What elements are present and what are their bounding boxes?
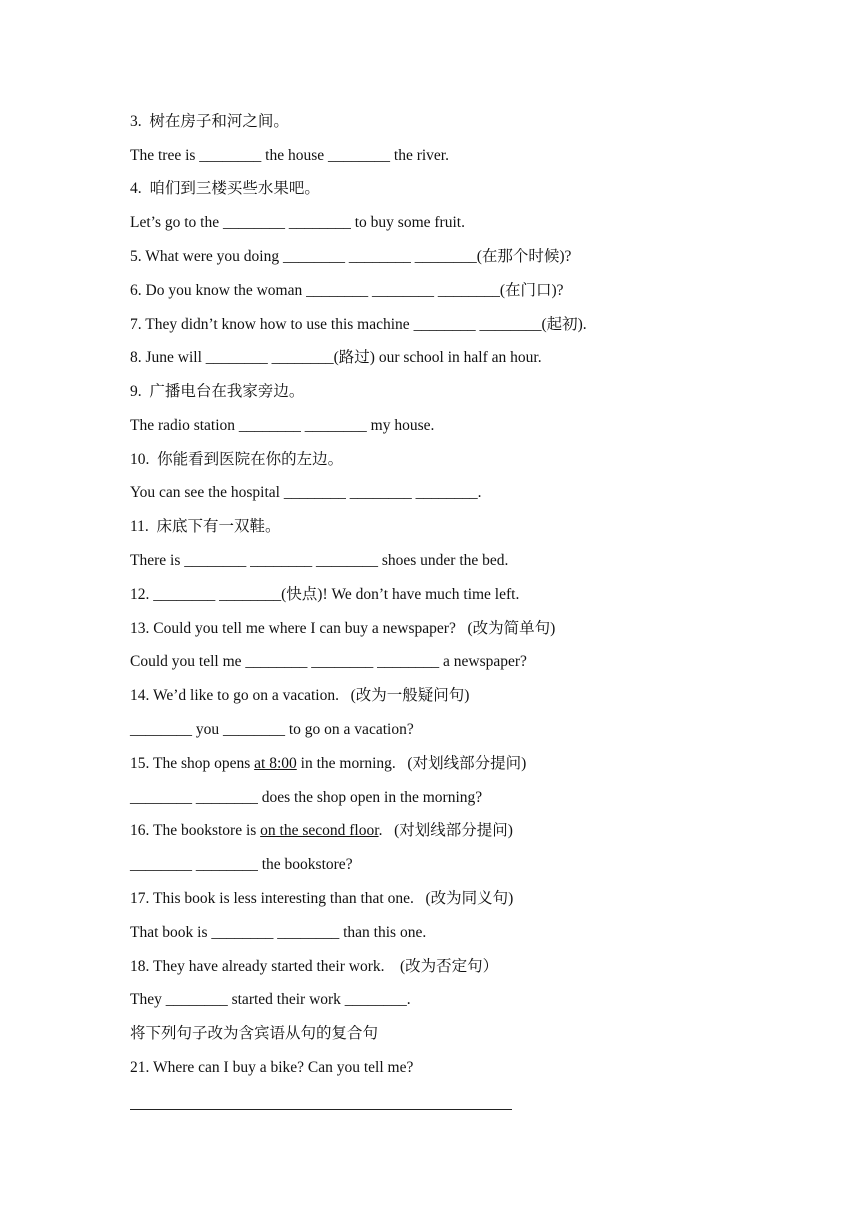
question-17-answer-line: That book is ________ ________ than this one. bbox=[130, 924, 427, 941]
answer-rule-line bbox=[130, 1109, 512, 1110]
question-6: 6. Do you know the woman ________ ________ ________(在门口)? bbox=[130, 282, 564, 299]
question-12: 12. ________ ________(快点)! We don’t have much time left. bbox=[130, 586, 520, 603]
question-15 bbox=[130, 754, 526, 774]
question-13-answer-line: Could you tell me ________ ________ ________ a newspaper? bbox=[130, 653, 527, 670]
question-4-sentence: Let’s go to the ________ ________ to buy some fruit. bbox=[130, 214, 465, 231]
question-8: 8. June will ________ ________(路过) our school in half an hour. bbox=[130, 349, 542, 366]
question-16-answer-line: ________ ________ the bookstore? bbox=[130, 856, 353, 873]
question-15-part-2: in the morning. (对划线部分提问) bbox=[296, 755, 527, 772]
section-instruction: 将下列句子改为含宾语从句的复合句 bbox=[130, 1025, 379, 1042]
question-15-part-1: 15. The shop opens bbox=[130, 755, 255, 772]
question-3-sentence: The tree is ________ the house ________ the river. bbox=[130, 147, 449, 164]
question-16 bbox=[130, 821, 513, 841]
question-21: 21. Where can I buy a bike? Can you tell me? bbox=[130, 1059, 414, 1076]
question-17: 17. This book is less interesting than that one. (改为同义句) bbox=[130, 890, 514, 907]
question-11-sentence: There is ________ ________ ________ shoes under the bed. bbox=[130, 552, 509, 569]
question-16-underlined: on the second floor bbox=[260, 822, 379, 839]
question-15-underlined: at 8:00 bbox=[254, 755, 297, 772]
question-7: 7. They didn’t know how to use this machine ________ ________(起初). bbox=[130, 316, 587, 333]
question-3-prompt: 3. 树在房子和河之间。 bbox=[130, 113, 289, 130]
question-18-answer-line: They ________ started their work ________. bbox=[130, 991, 411, 1008]
question-14-answer-line: ________ you ________ to go on a vacation? bbox=[130, 721, 414, 738]
question-5: 5. What were you doing ________ ________ ________(在那个时候)? bbox=[130, 248, 572, 265]
question-16-part-2: . (对划线部分提问) bbox=[378, 822, 513, 839]
question-9-prompt: 9. 广播电台在我家旁边。 bbox=[130, 383, 305, 400]
question-10-prompt: 10. 你能看到医院在你的左边。 bbox=[130, 451, 344, 468]
question-14: 14. We’d like to go on a vacation. (改为一般疑问句) bbox=[130, 687, 470, 704]
question-15-answer-line: ________ ________ does the shop open in the morning? bbox=[130, 789, 483, 806]
question-13: 13. Could you tell me where I can buy a newspaper? (改为简单句) bbox=[130, 620, 556, 637]
question-4-prompt: 4. 咱们到三楼买些水果吧。 bbox=[130, 180, 320, 197]
question-11-prompt: 11. 床底下有一双鞋。 bbox=[130, 518, 281, 535]
question-16-part-1: 16. The bookstore is bbox=[130, 822, 261, 839]
question-18: 18. They have already started their work. (改为否定句） bbox=[130, 958, 499, 975]
question-10-sentence: You can see the hospital ________ ________ ________. bbox=[130, 484, 482, 501]
question-9-sentence: The radio station ________ ________ my house. bbox=[130, 417, 435, 434]
